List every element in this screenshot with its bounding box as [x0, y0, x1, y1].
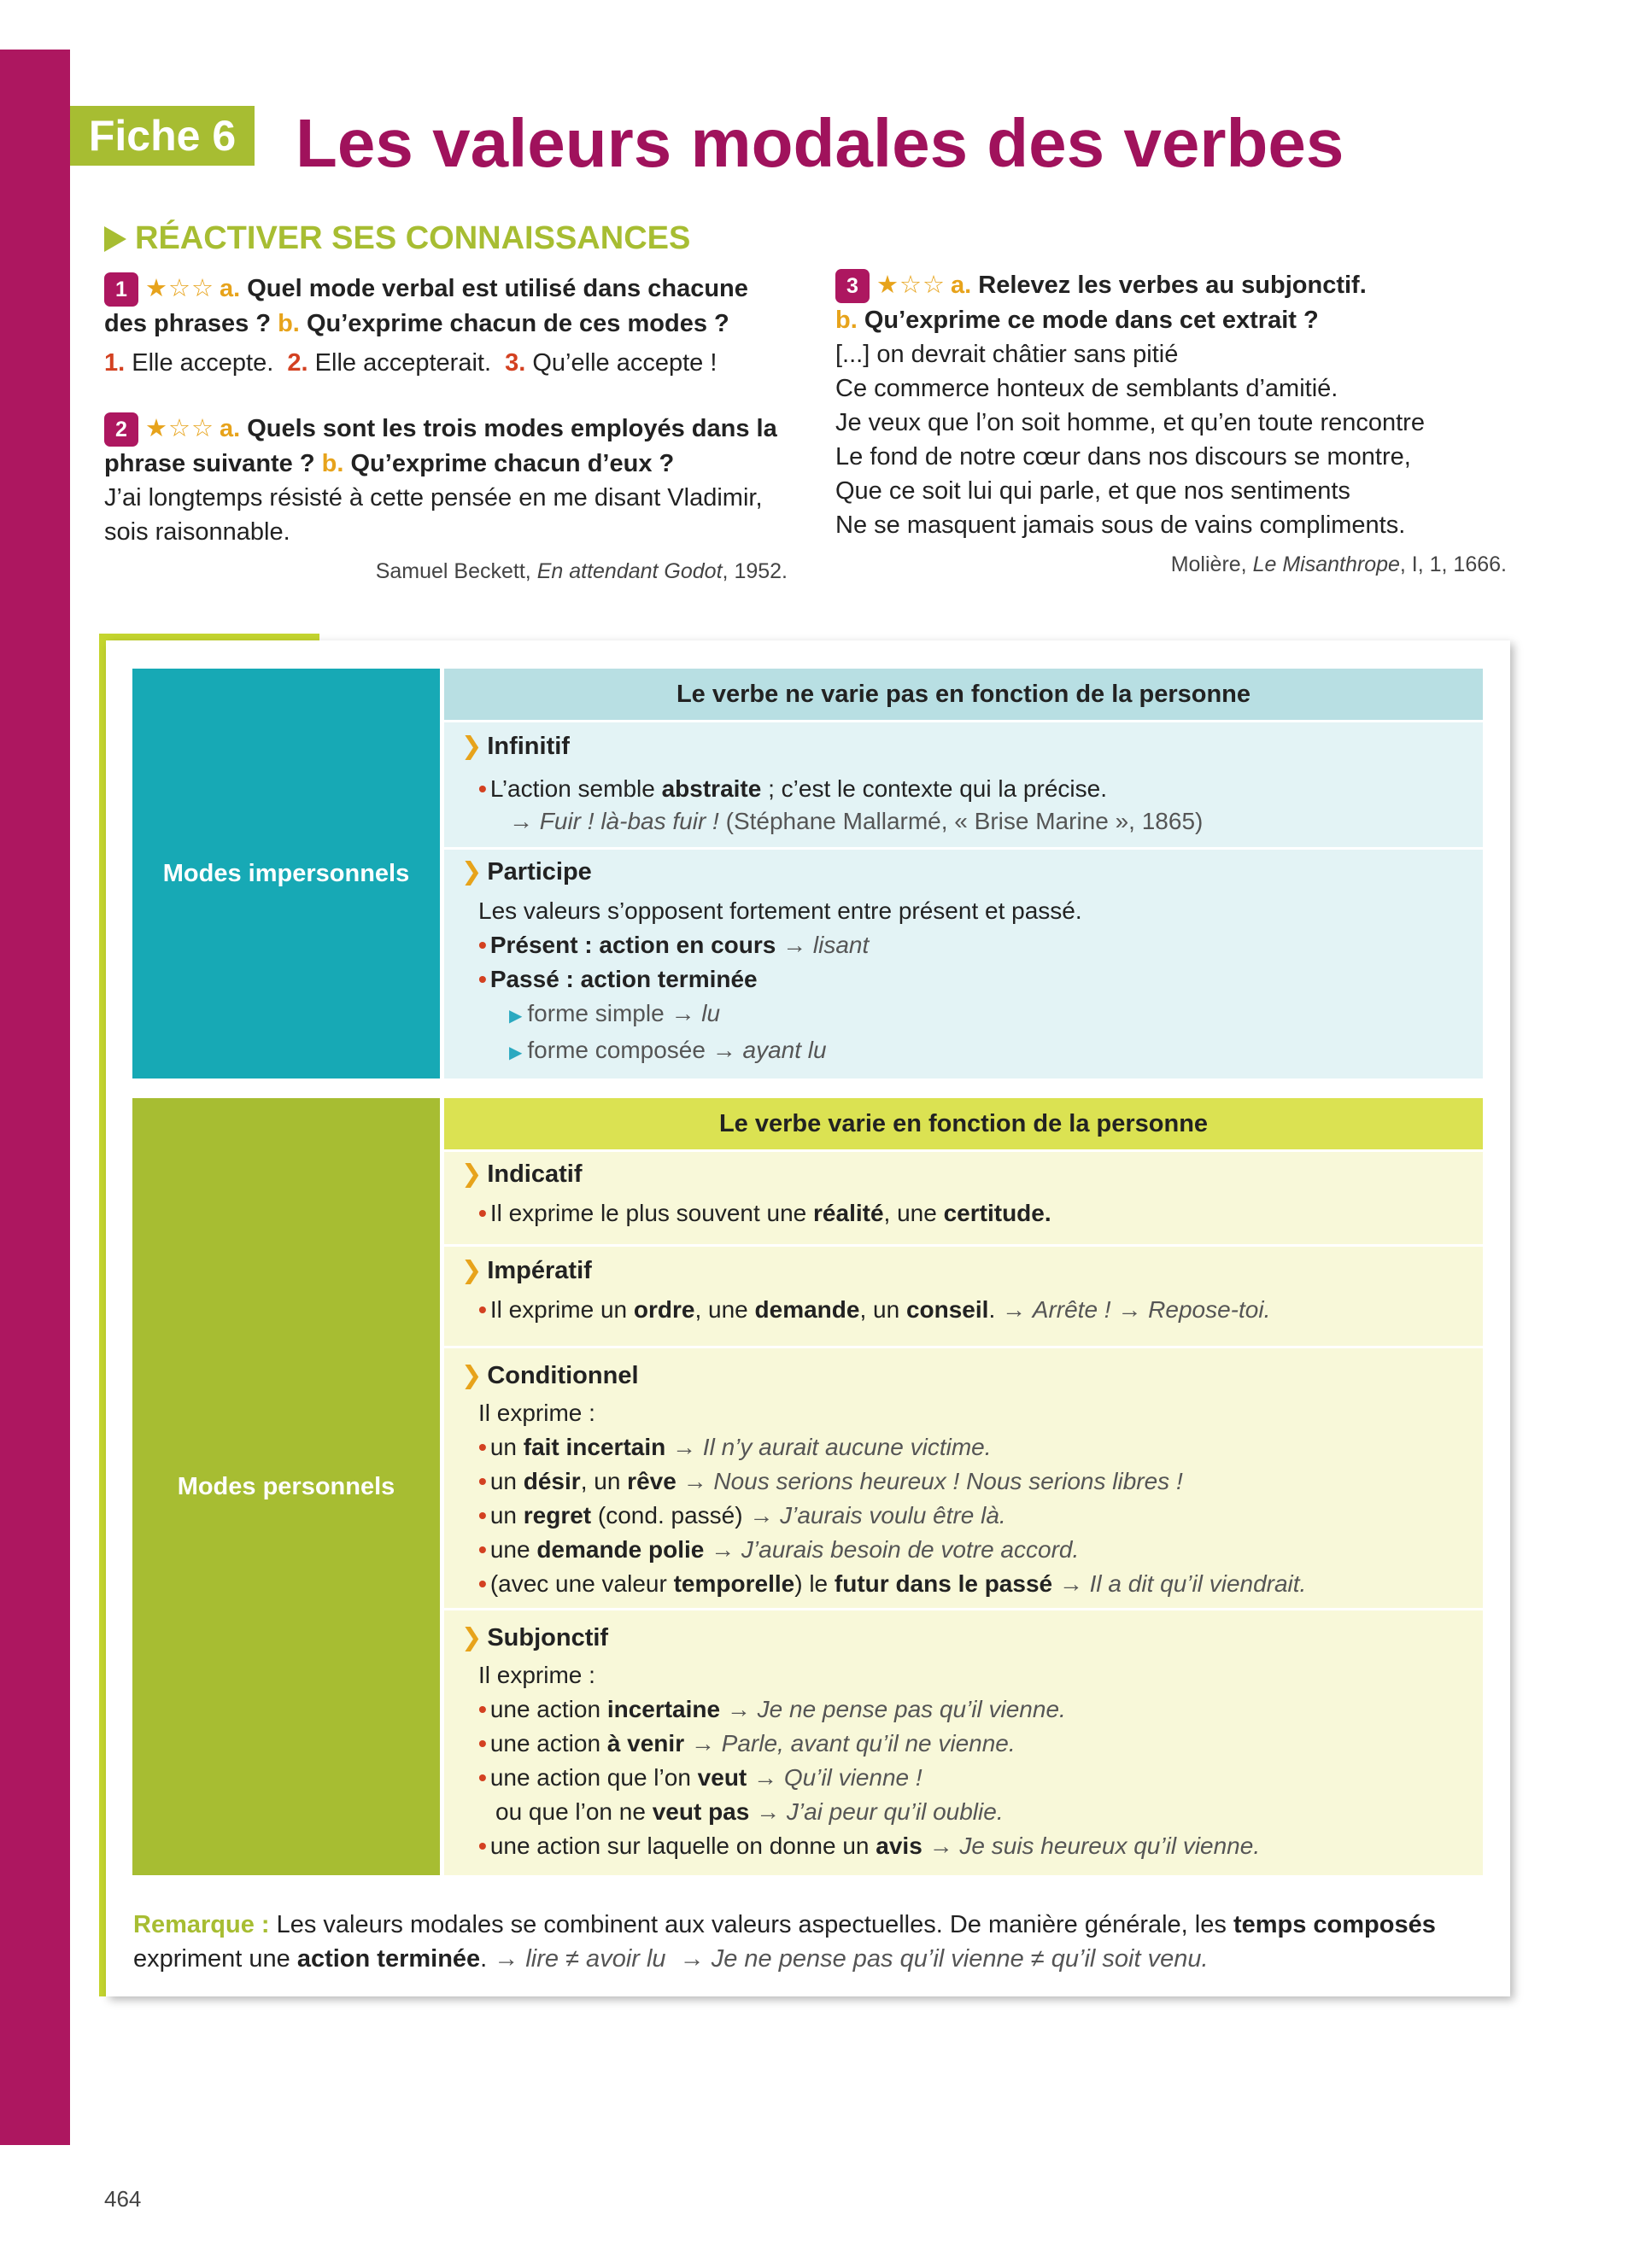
text: , un [580, 1468, 628, 1494]
example-italic: Il n’y aurait aucune victime. [702, 1434, 992, 1460]
bold-term: veut pas [652, 1798, 750, 1825]
text: une action sur laquelle on donne un [489, 1833, 876, 1859]
text: ou que l’on ne [495, 1798, 653, 1825]
bold-term: regret [523, 1502, 592, 1529]
arrow-icon: → [726, 1696, 751, 1722]
bullet-icon: • [478, 1536, 487, 1563]
text: (avec une valeur [489, 1570, 674, 1597]
exercise-2-quote: J’ai longtemps résisté à cette pensée en me disant Vladimir, sois raisonnable. [104, 484, 763, 546]
exercise-2-question [104, 412, 788, 481]
bold-term: conseil [905, 1296, 989, 1323]
participe-simple [461, 997, 1483, 1033]
page-title: Les valeurs modales des verbes [296, 105, 1344, 181]
participe-title-text: Participe [487, 858, 592, 886]
imperatif-title [461, 1254, 1483, 1288]
conditionnel-line [461, 1464, 1483, 1499]
text: . [480, 1945, 488, 1973]
participe-present [461, 928, 1483, 962]
question-letter: a. [220, 415, 241, 442]
infinitif-section [444, 722, 1483, 847]
example-italic: J’ai peur qu’il oublie. [786, 1798, 1004, 1825]
text: forme composée [527, 1037, 706, 1063]
difficulty-stars-icon: ★☆☆ [145, 415, 214, 442]
sentence-text: Elle accepterait. [314, 349, 491, 377]
infinitif-example [461, 804, 1483, 839]
arrow-icon: → [1117, 1296, 1142, 1323]
poem-line: Ne se masquent jamais sous de vains compliments. [835, 511, 1406, 539]
question-b-text: Qu’exprime chacun d’eux ? [350, 450, 675, 477]
bold-term: temporelle [673, 1570, 795, 1597]
text: une action [489, 1730, 607, 1757]
remark-label: Remarque : [133, 1911, 270, 1938]
bullet-icon: • [478, 1468, 487, 1494]
example-italic: lu [701, 1000, 721, 1026]
bold-term: demande polie [536, 1536, 705, 1563]
text: Il exprime le plus souvent une [489, 1200, 814, 1226]
chevron-right-icon: ❯ [461, 1257, 483, 1284]
text: ; c’est le contexte qui la précise. [761, 775, 1107, 802]
box-accent-bar [99, 634, 319, 640]
exercise-3-question [835, 268, 1507, 337]
text: ) le [794, 1570, 835, 1597]
conditionnel-line [461, 1499, 1483, 1533]
conditionnel-section [444, 1348, 1483, 1608]
example-italic: lisant [812, 932, 870, 958]
exercise-2-source [104, 554, 788, 588]
source-author: Molière, [1170, 552, 1247, 576]
question-letter: a. [220, 275, 241, 302]
example-italic: Parle, avant qu’il ne vienne. [721, 1730, 1016, 1757]
text: expriment une [133, 1945, 297, 1973]
exercise-2 [104, 412, 788, 588]
arrow-icon: → [672, 1434, 697, 1460]
arrow-icon: → [509, 808, 533, 834]
sentence-text: Qu’elle accepte ! [532, 349, 718, 377]
question-a-text: Quel mode verbal est utilisé dans chacune des phrases ? [104, 275, 748, 337]
subjonctif-title [461, 1621, 1483, 1655]
arrow-icon: → [711, 1536, 735, 1563]
conditionnel-line [461, 1533, 1483, 1567]
bold-term: incertaine [606, 1696, 721, 1722]
question-a-text: Relevez les verbes au subjonctif. [978, 272, 1367, 299]
example-italic: Fuir ! là-bas fuir ! [539, 808, 719, 834]
arrow-icon: → [1002, 1296, 1026, 1323]
sentence-number: 2. [287, 349, 308, 377]
indicatif-title-text: Indicatif [487, 1160, 583, 1188]
example-italic: Je ne pense pas qu’il vienne. [757, 1696, 1066, 1722]
bold-term: veut [697, 1764, 747, 1791]
text: , une [883, 1200, 944, 1226]
exercise-3 [835, 268, 1507, 582]
exercise-1 [104, 272, 788, 380]
box-left-border [99, 634, 106, 1996]
example-italic: Arrête ! [1032, 1296, 1111, 1323]
bold-term: désir [523, 1468, 581, 1494]
conditionnel-intro: Il exprime : [478, 1400, 595, 1426]
arrow-icon: → [679, 1945, 705, 1973]
page-number: 464 [104, 2186, 142, 2212]
imperatif-line [461, 1293, 1483, 1327]
sentence-text: Elle accepte. [132, 349, 274, 377]
arrow-icon: → [782, 932, 807, 958]
impersonal-header: Le verbe ne varie pas en fonction de la personne [444, 669, 1483, 720]
sentence-number: 1. [104, 349, 126, 377]
chevron-right-icon: ❯ [461, 1624, 483, 1651]
text: forme simple [527, 1000, 665, 1026]
text: une action [489, 1696, 607, 1722]
example-source: (Stéphane Mallarmé, « Brise Marine », 1865) [718, 808, 1204, 834]
arrow-icon: → [753, 1764, 778, 1791]
participe-compose [461, 1033, 1483, 1070]
bold-term: action terminée [296, 1945, 481, 1973]
indicatif-line [461, 1196, 1483, 1230]
arrow-icon: → [756, 1798, 781, 1825]
arrow-icon: → [1058, 1570, 1083, 1597]
example-italic: Je suis heureux qu’il vienne. [959, 1833, 1261, 1859]
arrow-icon: → [712, 1037, 736, 1063]
text: . [988, 1296, 996, 1323]
bold-term: ordre [633, 1296, 695, 1323]
subjonctif-line [461, 1692, 1483, 1727]
subjonctif-title-text: Subjonctif [487, 1624, 609, 1651]
bullet-icon: • [478, 1570, 487, 1597]
bullet-icon: • [478, 966, 487, 992]
example-italic: Qu’il vienne ! [783, 1764, 922, 1791]
difficulty-stars-icon: ★☆☆ [145, 275, 214, 302]
exercise-number-badge: 3 [835, 269, 870, 303]
arrow-icon: → [494, 1945, 519, 1973]
section-heading [104, 220, 690, 257]
arrow-icon: → [682, 1468, 707, 1494]
bold-term: temps composés [1233, 1911, 1436, 1938]
bullet-icon: • [478, 932, 487, 958]
text: Il exprime un [489, 1296, 634, 1323]
text: , un [859, 1296, 906, 1323]
question-letter: b. [321, 450, 344, 477]
bold-term: à venir [606, 1730, 685, 1757]
subjonctif-intro: Il exprime : [478, 1662, 595, 1688]
exercise-1-question [104, 272, 788, 341]
bold-term: rêve [627, 1468, 676, 1494]
bold-term: demande [754, 1296, 860, 1323]
remark [133, 1908, 1483, 1976]
exercise-number-badge: 1 [104, 272, 138, 307]
subjonctif-line [461, 1829, 1483, 1863]
chevron-right-icon: ❯ [461, 858, 483, 886]
poem-line: Je veux que l’on soit homme, et qu’en toute rencontre [835, 409, 1425, 436]
chevron-right-icon: ❯ [461, 1160, 483, 1188]
triangle-bullet-icon: ▶ [509, 1043, 523, 1062]
subjonctif-section [444, 1610, 1483, 1875]
poem-line: Que ce soit lui qui parle, et que nos sentiments [835, 477, 1350, 505]
bold-term: réalité [813, 1200, 884, 1226]
participe-section [444, 850, 1483, 1078]
example-italic: Repose-toi. [1148, 1296, 1271, 1323]
bullet-icon: • [478, 1502, 487, 1529]
arrow-icon: → [671, 1000, 695, 1026]
bullet-icon: • [478, 1434, 487, 1460]
bullet-icon: • [478, 1833, 487, 1859]
bullet-icon: • [478, 1296, 487, 1323]
text: un [489, 1434, 524, 1460]
difficulty-stars-icon: ★☆☆ [876, 272, 946, 299]
infinitif-title [461, 729, 1483, 763]
impersonal-modes-label: Modes impersonnels [132, 669, 440, 1078]
indicatif-title [461, 1157, 1483, 1191]
bullet-icon: • [478, 1696, 487, 1722]
bullet-icon: • [478, 1764, 487, 1791]
bold-term: avis [876, 1833, 922, 1859]
chevron-right-icon: ❯ [461, 733, 483, 760]
text: , une [694, 1296, 755, 1323]
question-letter: b. [835, 307, 858, 334]
example-italic: Je ne pense pas qu’il vienne ≠ qu’il soit venu. [711, 1945, 1209, 1973]
example-italic: lire ≠ avoir lu [525, 1945, 666, 1973]
bold-term: futur dans le passé [834, 1570, 1053, 1597]
question-b-text: Qu’exprime ce mode dans cet extrait ? [864, 307, 1319, 334]
infinitif-title-text: Infinitif [487, 733, 570, 760]
poem-line: Le fond de notre cœur dans nos discours se montre, [835, 443, 1411, 471]
triangle-bullet-icon: ▶ [509, 1007, 523, 1026]
infinitif-line [461, 772, 1483, 806]
personal-header: Le verbe varie en fonction de la personne [444, 1098, 1483, 1149]
source-work: Le Misanthrope [1252, 552, 1400, 576]
arrow-icon: → [690, 1730, 715, 1757]
chevron-right-icon: ❯ [461, 1362, 483, 1389]
imperatif-title-text: Impératif [487, 1257, 592, 1284]
conditionnel-title-text: Conditionnel [487, 1362, 639, 1389]
participe-intro: Les valeurs s’opposent fortement entre présent et passé. [478, 897, 1082, 924]
sidebar-band [0, 50, 70, 2145]
imperatif-section [444, 1247, 1483, 1346]
arrow-icon: → [928, 1833, 953, 1859]
arrow-icon: → [749, 1502, 774, 1529]
conditionnel-line [461, 1567, 1483, 1601]
poem-line: Ce commerce honteux de semblants d’amitié. [835, 375, 1338, 402]
subjonctif-line [461, 1795, 1483, 1829]
participe-passe [461, 962, 1483, 997]
source-date: , 1952. [722, 559, 788, 583]
bullet-icon: • [478, 1200, 487, 1226]
source-work: En attendant Godot [536, 559, 723, 583]
source-date: , I, 1, 1666. [1399, 552, 1507, 576]
conditionnel-title [461, 1359, 1483, 1393]
fiche-label: Fiche 6 [70, 106, 255, 166]
question-b-text: Qu’exprime chacun de ces modes ? [306, 310, 729, 337]
example-italic: J’aurais voulu être là. [780, 1502, 1006, 1529]
bold-term: abstraite [661, 775, 762, 802]
text: L’action semble [489, 775, 662, 802]
personal-modes-label: Modes personnels [132, 1098, 440, 1875]
bold-term: Présent : action en cours [489, 932, 776, 958]
bullet-icon: • [478, 1730, 487, 1757]
exercise-number-badge: 2 [104, 412, 138, 447]
conditionnel-line [461, 1430, 1483, 1464]
bullet-icon: • [478, 775, 487, 802]
section-heading-text: RÉACTIVER SES CONNAISSANCES [135, 220, 691, 256]
exercise-3-source [835, 547, 1507, 582]
example-italic: J’aurais besoin de votre accord. [741, 1536, 1080, 1563]
indicatif-section [444, 1152, 1483, 1244]
example-italic: Il a dit qu’il viendrait. [1089, 1570, 1307, 1597]
text: une [489, 1536, 537, 1563]
question-letter: a. [951, 272, 972, 299]
question-letter: b. [278, 310, 300, 337]
sentence-number: 3. [505, 349, 526, 377]
example-italic: Nous serions heureux ! Nous serions libres ! [713, 1468, 1183, 1494]
poem-line: [...] on devrait châtier sans pitié [835, 341, 1179, 368]
subjonctif-line [461, 1761, 1483, 1795]
text: Les valeurs modales se combinent aux valeurs aspectuelles. De manière générale, les [269, 1911, 1233, 1938]
exercise-1-sentences [104, 346, 788, 380]
source-author: Samuel Beckett, [375, 559, 531, 583]
text: une action que l’on [489, 1764, 698, 1791]
question-a-text: Quels sont les trois modes employés dans la phrase suivante ? [104, 415, 777, 477]
participe-title [461, 855, 1483, 889]
bold-term: fait incertain [523, 1434, 666, 1460]
play-triangle-icon [104, 226, 126, 252]
bold-term: certitude. [943, 1200, 1051, 1226]
text: (cond. passé) [591, 1502, 743, 1529]
text: un [489, 1468, 524, 1494]
subjonctif-line [461, 1727, 1483, 1761]
example-italic: ayant lu [742, 1037, 827, 1063]
exercise-3-poem [835, 337, 1507, 542]
bold-term: Passé : action terminée [489, 966, 758, 992]
text: un [489, 1502, 524, 1529]
